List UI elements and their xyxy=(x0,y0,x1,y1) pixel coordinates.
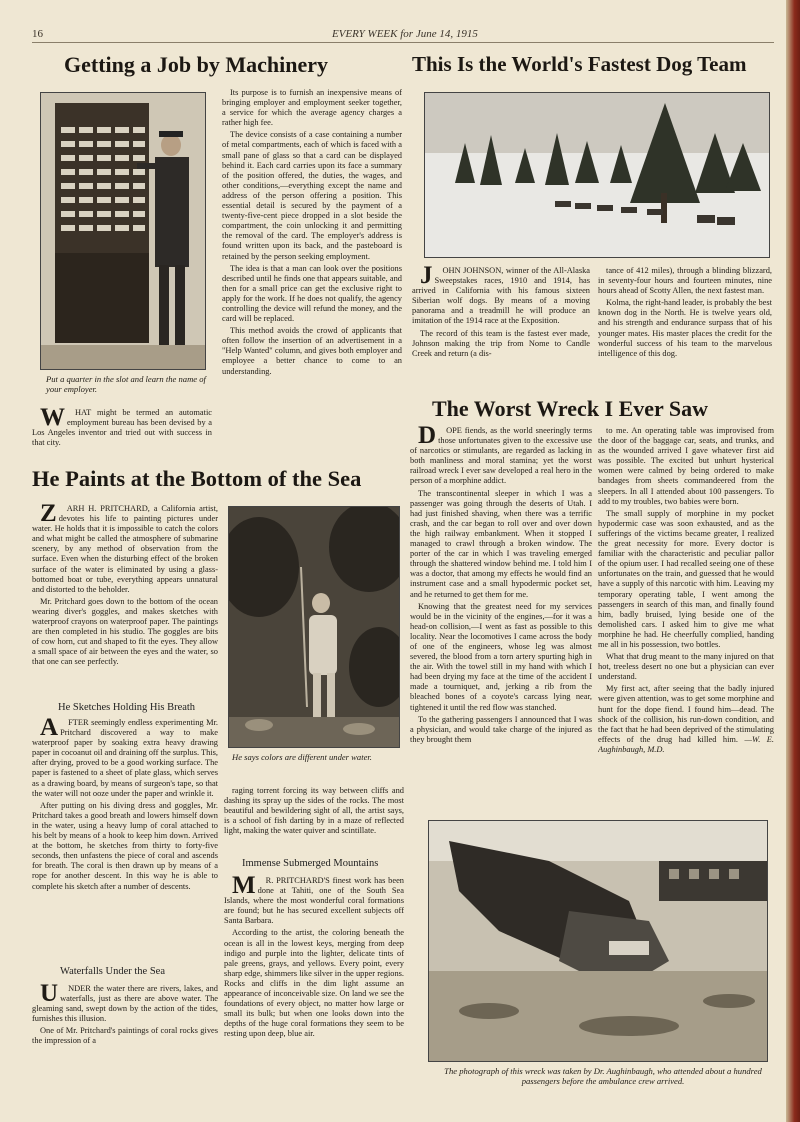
publication-line: EVERY WEEK for June 14, 1915 xyxy=(332,28,478,40)
job-headline: Getting a Job by Machinery xyxy=(64,52,328,77)
sea-sketch-column xyxy=(32,718,218,956)
wreck-caption: The photograph of this wreck was taken by Dr. Aughinbaugh, who attended about a hundred passengers before the ambulance crew arrived. xyxy=(444,1066,762,1086)
dogs-headline: This Is the World's Fastest Dog Team xyxy=(412,52,747,76)
dogs-para-4: Kolma, the right-hand leader, is probably the best known dog in the North. He is twelve years old, and his strength and endurance surpass that of his younger mates. His master places the credit for the wonderful success of his team to the marvelous intelligence of this dog. xyxy=(598,298,772,358)
wreck-column-2 xyxy=(598,426,774,820)
wreck-column-1 xyxy=(410,426,592,820)
wreck-headline: The Worst Wreck I Ever Saw xyxy=(432,396,709,421)
dogs-column-1 xyxy=(412,266,590,394)
binding-edge xyxy=(786,0,800,1122)
page-number: 16 xyxy=(32,28,43,40)
job-para-2: The device consists of a case containing a number of metal compartments, each of which is faced with a small pane of glass so that a card can be displayed behind it. Each card carries upon its face a summary of the position offered, the duties, the wages, and other conditions,—everything except the name and address of the person offering a position. This essential detail is secured by the payment of a twenty-five-cent piece dropped in a slot beside the compartment, the coin unlocking it and permitting the removal of the card. The employer's address is found written upon its back, and the pasteboard is retained by the person seeking employment. xyxy=(222,130,402,261)
sea-subhead-breath: He Sketches Holding His Breath xyxy=(58,702,196,713)
sea-headline: He Paints at the Bottom of the Sea xyxy=(32,466,362,491)
dogs-para-2: The record of this team is the fastest ever made, Johnson making the trip from Nome to Candle Creek and return (a dis- xyxy=(412,328,590,358)
wreck-para-5: to me. An operating table was improvised from the door of the baggage car, seats, and trunks, and as the wounded arrived I gave whatever first aid was possible. The excited but unhurt hysterical women were calmed by being ordered to make bandages from sheets commandeered from the sleepers. In all I attended about 100 passengers. To add to my troubles, two babies were born. xyxy=(598,426,774,506)
dog-team-photo xyxy=(424,92,770,258)
sea-para-2: Mr. Pritchard goes down to the bottom of the ocean wearing diver's goggles, and makes sketches with waterproof crayons on waterproof paper. The paintings are then completed in his studio. The goggles are bits of cow horn, cut and shaped to fit the eyes. They allow a small space of air between the eyes and the water, so that one can see perfectly. xyxy=(32,596,218,667)
sea-subhead-waterfalls: Waterfalls Under the Sea xyxy=(60,966,165,977)
job-para-4: This method avoids the crowd of applicants that often follow the insertion of an advertisement in a "Help Wanted" column, and gives both employer and employee a better chance to come to an understanding. xyxy=(222,326,402,376)
job-lead-text: WHAT might be termed an automatic employment bureau has been devised by a Los Angeles inventor and tried out with success in that city. xyxy=(32,408,212,448)
wreck-para-4: To the gathering passengers I announced that I was a physician, and would take charge of the injured as they brought them xyxy=(410,714,592,744)
sea-column-2-top xyxy=(224,786,404,850)
artist-illustration xyxy=(229,507,399,747)
sea-mountains-column xyxy=(224,876,404,1090)
sea-para-4: After putting on his diving dress and goggles, Mr. Pritchard takes a good breath and lowers himself down in the water, using a heavy lump of coral attached to his belt by means of a hook to keep him down. Arrived at the bottom, he sketches from thirty to forty-five seconds, then unfastens the piece of coral and ascends for breath. The coral is then drawn up by means of a rope for another descent. In this way he is able to complete his sketch after a number of descents. xyxy=(32,800,218,891)
job-machine-illustration xyxy=(41,93,205,369)
wreck-para-8: My first act, after seeing that the badly injured were given attention, was to get some morphine and hunt for the dope fiend. I found him—dead. The shock of the collision, his run-down condition, and the fact that he had been deprived of the stimulating effects of the drug had killed him. xyxy=(598,684,774,744)
sea-para-9: According to the artist, the coloring beneath the ocean is all in the lowest keys, merging from deep indigo and purple into the lighter, delicate tints of pale greens, grays, and yellows. Every point, every sharp edge, shimmers like silver in the upper regions. Rocks and cliffs in the dim light assume an appearance of inconceivable size. On land we see the foundations of every object, no matter how large or small its bulk; but when one looks down into the depths of the huge coral formations they seem to be resting upon deep, blue air. xyxy=(224,928,404,1039)
dogs-para-1: JOHN JOHNSON, winner of the All-Alaska Sweepstakes races, 1910 and 1914, has arrived in California with his famous sixteen Siberian wolf dogs. By means of a moving panorama and a treadmill he will produce an imitation of the 1914 race at the Exposition. xyxy=(412,266,590,326)
job-para-1: Its purpose is to furnish an inexpensive means of bringing employer and employment seeker together, a service for which the average agency charges a rather high fee. xyxy=(222,88,402,128)
dog-team-illustration xyxy=(425,93,769,257)
job-machine-photo xyxy=(40,92,206,370)
sea-para-5: UNDER the water there are rivers, lakes, and waterfalls, just as there are above water. The gleaming sand, swept down by the action of the tides, furnishes this illusion. xyxy=(32,984,218,1024)
wreck-para-3: Knowing that the greatest need for my services would be in the vicinity of the engines,—for it was a head-on collision,—I went as fast as possible to this locality. Near the locomotives I came across the body of one of the engineers, whose leg was almost severed, the blood from a torn artery spurting high in the air. With the towel still in my hand with which I had been drying my face at the time of the accident I made a tourniquet, and, jerking a rib from the bleached bones of a coyote's carcass lying near, tightened it until the red flow was stanched. xyxy=(410,601,592,712)
sea-subhead-mountains: Immense Submerged Mountains xyxy=(242,858,379,869)
wreck-signature: —W. E. Aughinbaugh, M.D. xyxy=(598,734,774,754)
job-body-column xyxy=(222,88,402,450)
dogs-para-3: tance of 412 miles), through a blinding blizzard, in seventy-four hours and fourteen minutes, nine hours ahead of Scotty Allen, the next fastest man. xyxy=(598,266,772,296)
job-caption: Put a quarter in the slot and learn the name of your employer. xyxy=(46,374,206,394)
wreck-photo xyxy=(428,820,768,1062)
header-rule xyxy=(32,42,774,43)
sea-para-3: AFTER seemingly endless experimenting Mr. Pritchard discovered a way to make waterproof paper by soaking extra heavy drawing paper in cocoanut oil and draining off the surplus. This, after drying, proved to be a good working surface. The paper is fastened to a sheet of plate glass, which serves as a drawing board, by means of surgeon's tape, so that the water will not ooze under the paper and wrinkle it. xyxy=(32,718,218,798)
wreck-illustration xyxy=(429,821,767,1061)
job-para-3: The idea is that a man can look over the positions described until he finds one that appears suitable, and then for a small price can get the exclusive right to apply for the work. If he does not qualify, the agency controlling the device will refund the money, and the card will be replaced. xyxy=(222,263,402,324)
wreck-para-2: The transcontinental sleeper in which I was a passenger was going through the deserts of Utah. I had just finished shaving, when there was a terrific crash, and the car began to roll over and over down the high railway embankment. When it stopped I managed to crawl through a broken window. The porter of the car in which I was traveling emerged through the shattered window behind me. I told him I was a doctor, that among my effects he would find an instrument case and a small hypodermic pocket set, and he returned to get them for me. xyxy=(410,488,592,599)
artist-photo xyxy=(228,506,400,748)
wreck-para-7: What that drug meant to the many injured on that hot, treeless desert no one but a physician can ever understand. xyxy=(598,652,774,682)
job-lead xyxy=(32,408,212,450)
sea-lead-column xyxy=(32,504,218,700)
sea-caption: He says colors are different under water. xyxy=(232,752,372,762)
sea-para-7: raging torrent forcing its way between cliffs and dashing its spray up the sides of the rocks. The most beautiful and bewildering sight of all, the artist says, is a school of fish darting by in a maze of reflected light, making the water quiver and scintillate. xyxy=(224,786,404,836)
sea-para-8: MR. PRITCHARD'S finest work has been done at Tahiti, one of the South Sea Islands, where the most wonderful coral formations are found; but he has secured excellent subjects off Santa Barbara. xyxy=(224,876,404,926)
sea-para-6: One of Mr. Pritchard's paintings of coral rocks gives the impression of a xyxy=(32,1026,218,1046)
sea-para-1: ZARH H. PRITCHARD, a California artist, devotes his life to painting pictures under water. He holds that it is impossible to catch the colors and what might be called the atmosphere of submarine scenery, by any method of observation from the surface. Even when the disturbing effect of the broken surface of the water is eliminated by using a glass-bottomed boat or tube, everything appears unnatural and distorted to the beholder. xyxy=(32,504,218,594)
wreck-para-6: The small supply of morphine in my pocket hypodermic case was soon exhausted, and as the sufferings of the victims became greater, I realized the great necessity for more. Every doctor is familiar with the characteristic and peculiar pallor of the opium user. I had recalled seeing one of these unfortunates on the train, and guessed that he would have a supply of this narcotic with him. Leaving my temporary operating table, I went among the passengers in search of this man, and finally found him, badly bruised, lying beside one of the demolished cars. I asked him to give me what morphine he had. He cheerfully complied, handing me all in his possession, two bottles. xyxy=(598,508,774,649)
sea-waterfalls-column xyxy=(32,984,218,1090)
dogs-column-2 xyxy=(598,266,772,394)
wreck-para-1: DOPE fiends, as the world sneeringly terms those unfortunates given to the excessive use of narcotics or stimulants, are regarded as lacking in both manliness and moral stamina; yet the worst railroad wreck I ever saw developed a real hero in the person of a morphine addict. xyxy=(410,426,592,486)
